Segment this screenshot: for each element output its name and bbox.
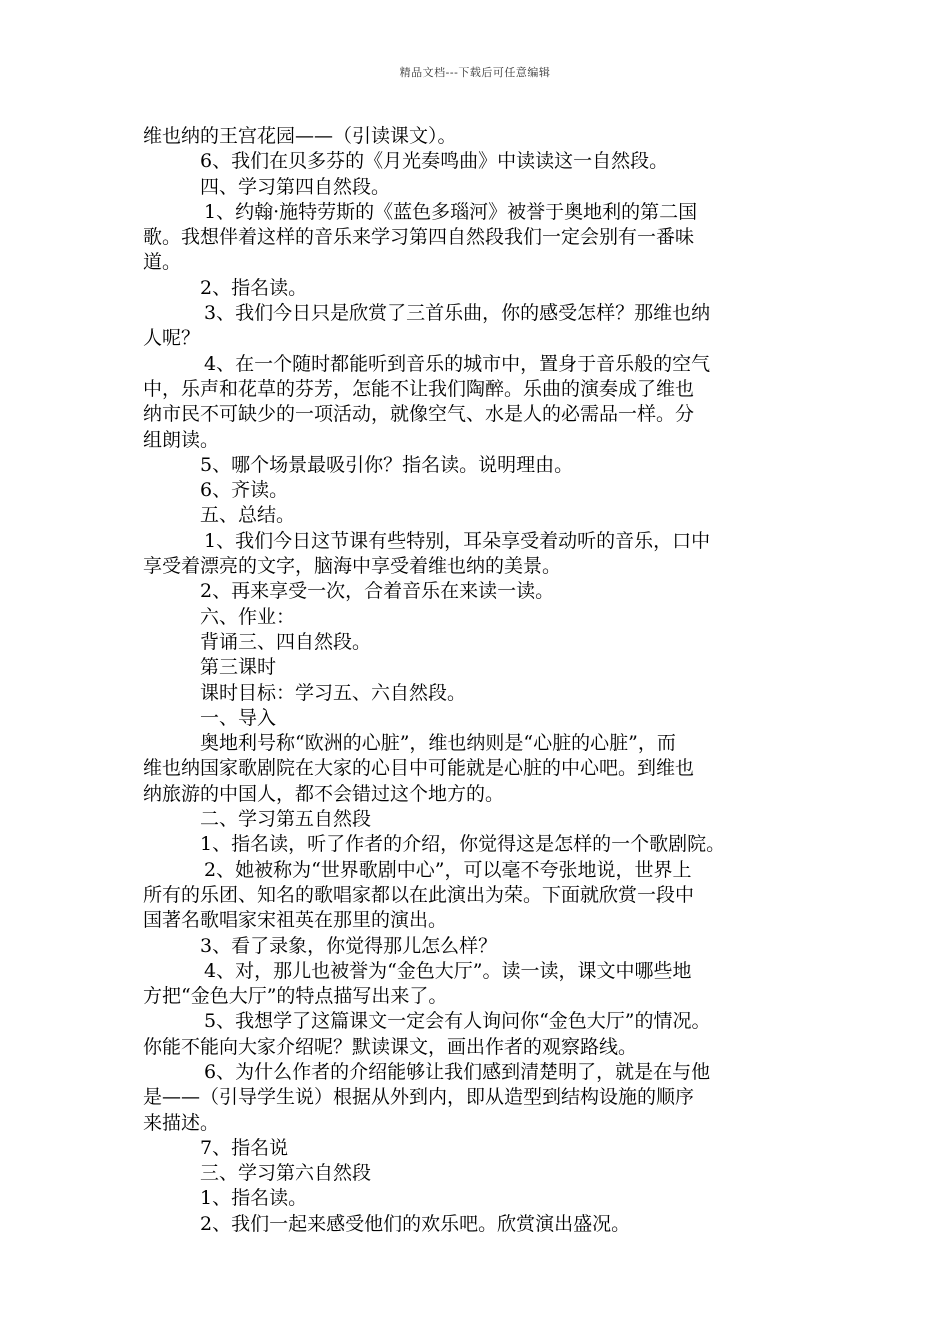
text-line: 1、我们今日这节课有些特别，耳朵享受着动听的音乐，口中 bbox=[204, 529, 711, 552]
text-line: 1、约翰·施特劳斯的《蓝色多瑙河》被誉于奥地利的第二国 bbox=[204, 200, 698, 223]
text-line: 所有的乐团、知名的歌唱家都以在此演出为荣。下面就欣赏一段中 bbox=[143, 883, 695, 906]
text-line: 六、作业： bbox=[200, 605, 296, 628]
text-line: 2、我们一起来感受他们的欢乐吧。欣赏演出盛况。 bbox=[200, 1212, 631, 1235]
text-line: 课时目标：学习五、六自然段。 bbox=[200, 681, 467, 704]
text-line: 3、看了录象，你觉得那儿怎么样？ bbox=[200, 934, 498, 957]
text-line: 6、我们在贝多芬的《月光奏鸣曲》中读读这一自然段。 bbox=[200, 150, 669, 173]
text-line: 第三课时 bbox=[200, 656, 277, 679]
text-line: 享受着漂亮的文字，脑海中享受着维也纳的美景。 bbox=[143, 555, 562, 578]
text-line: 是——（引导学生说）根据从外到内，即从造型到结构设施的顺序 bbox=[143, 1086, 695, 1109]
text-line: 人呢？ bbox=[143, 327, 201, 350]
text-line: 二、学习第五自然段 bbox=[200, 808, 372, 831]
text-line: 7、指名说 bbox=[200, 1136, 289, 1159]
text-line: 1、指名读。 bbox=[200, 1187, 308, 1210]
page-header: 精品文档---下载后可任意编辑 bbox=[399, 66, 551, 79]
text-line: 五、总结。 bbox=[200, 504, 296, 527]
text-line: 1、指名读，听了作者的介绍，你觉得这是怎样的一个歌剧院。 bbox=[200, 833, 726, 856]
text-line: 2、再来享受一次，合着音乐在来读一读。 bbox=[200, 580, 555, 603]
text-line: 4、对，那儿也被誉为“金色大厅”。读一读，课文中哪些地 bbox=[204, 959, 692, 982]
text-line: 背诵三、四自然段。 bbox=[200, 630, 372, 653]
text-line: 4、在一个随时都能听到音乐的城市中，置身于音乐般的空气 bbox=[204, 352, 711, 375]
text-line: 3、我们今日只是欣赏了三首乐曲，你的感受怎样？那维也纳 bbox=[204, 302, 711, 325]
document-body bbox=[143, 124, 807, 1237]
text-line: 三、学习第六自然段 bbox=[200, 1162, 372, 1185]
text-line: 2、指名读。 bbox=[200, 276, 308, 299]
text-line: 你能不能向大家介绍呢？默读课文，画出作者的观察路线。 bbox=[143, 1035, 638, 1058]
text-line: 组朗读。 bbox=[143, 428, 220, 451]
text-line: 四、学习第四自然段。 bbox=[200, 175, 391, 198]
text-line: 中，乐声和花草的芬芳，怎能不让我们陶醉。乐曲的演奏成了维也 bbox=[143, 377, 695, 400]
text-line: 纳市民不可缺少的一项活动，就像空气、水是人的必需品一样。分 bbox=[143, 403, 695, 426]
text-line: 歌。我想伴着这样的音乐来学习第四自然段我们一定会别有一番味 bbox=[143, 226, 695, 249]
text-line: 道。 bbox=[143, 251, 182, 274]
text-line: 国著名歌唱家宋祖英在那里的演出。 bbox=[143, 909, 448, 932]
text-line: 维也纳的王宫花园——（引读课文）。 bbox=[143, 125, 457, 147]
text-line: 2、她被称为“世界歌剧中心”，可以毫不夸张地说，世界上 bbox=[204, 858, 692, 881]
text-line: 奥地利号称“欧洲的心脏”，维也纳则是“心脏的心脏”，而 bbox=[200, 732, 676, 755]
text-line: 方把“金色大厅”的特点描写出来了。 bbox=[143, 985, 448, 1008]
text-line: 6、为什么作者的介绍能够让我们感到清楚明了，就是在与他 bbox=[204, 1060, 711, 1083]
text-line: 来描述。 bbox=[143, 1111, 220, 1134]
text-line: 6、齐读。 bbox=[200, 479, 289, 502]
text-line: 5、哪个场景最吸引你？指名读。说明理由。 bbox=[200, 453, 574, 476]
text-line: 5、我想学了这篇课文一定会有人询问你“金色大厅”的情况。 bbox=[204, 1010, 711, 1033]
text-line: 一、导入 bbox=[200, 706, 277, 729]
text-line: 纳旅游的中国人，都不会错过这个地方的。 bbox=[143, 782, 505, 805]
text-line: 维也纳国家歌剧院在大家的心目中可能就是心脏的中心吧。到维也 bbox=[143, 757, 695, 780]
